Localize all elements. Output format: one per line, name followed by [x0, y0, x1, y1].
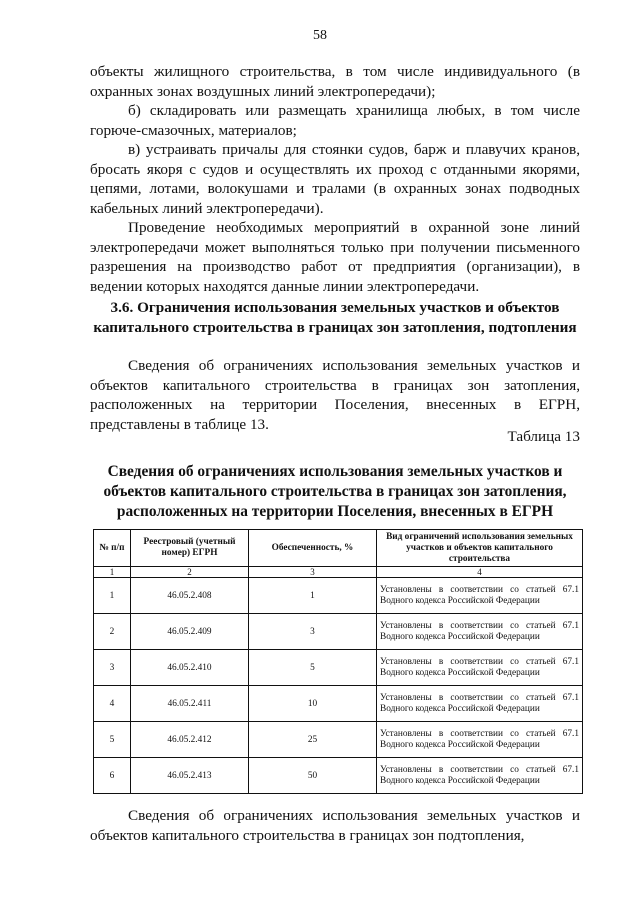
intro-paragraph: Сведения об ограничениях использования земельных участков и объектов капитального строительства в границах зон затопления, расположенных на территории Поселения, внесенных в ЕГРН, представлены в таблице 13.: [90, 357, 580, 433]
cell-restriction: Установлены в соответствии со статьей 67.1 Водного кодекса Российской Федерации: [377, 650, 583, 686]
table-row: [94, 614, 583, 650]
cell-provision: 1: [249, 578, 377, 614]
bottom-paragraph: Сведения об ограничениях использования земельных участков и объектов капитального строительства в границах зон подтопления,: [90, 807, 580, 844]
cell-provision: 25: [249, 722, 377, 758]
paragraph-item-b: б) складировать или размещать хранилища любых, в том числе горюче-смазочных, материалов;: [90, 102, 580, 139]
table-label: Таблица 13: [507, 428, 580, 445]
intro-text: [90, 356, 580, 434]
cell-provision: 5: [249, 650, 377, 686]
table-column-number-row: [94, 567, 583, 578]
body-text-bottom: [90, 806, 580, 845]
header-restriction-type: Вид ограничений использования земельных участков и объектов капитального строительства: [377, 530, 583, 567]
column-number: 4: [377, 567, 583, 578]
cell-registry: 46.05.2.409: [131, 614, 249, 650]
restrictions-table: [93, 529, 583, 794]
cell-registry: 46.05.2.410: [131, 650, 249, 686]
cell-restriction: Установлены в соответствии со статьей 67.1 Водного кодекса Российской Федерации: [377, 614, 583, 650]
table-header-row: [94, 530, 583, 567]
table-caption: Сведения об ограничениях использования земельных участков и объектов капитального строительства в границах зон затопления, расположенных на территории Поселения, внесенных в ЕГРН: [103, 463, 567, 520]
table-row: [94, 650, 583, 686]
cell-provision: 50: [249, 758, 377, 794]
cell-registry: 46.05.2.411: [131, 686, 249, 722]
column-number: 1: [94, 567, 131, 578]
paragraph-continuation: объекты жилищного строительства, в том числе индивидуального (в охранных зонах воздушных линий электропередачи);: [90, 63, 580, 100]
cell-provision: 10: [249, 686, 377, 722]
paragraph-measures: Проведение необходимых мероприятий в охранной зоне линий электропередачи может выполняться только при получении письменного разрешения на производство работ от предприятия (организации), в ведении которых находятся данные линии электропередачи.: [90, 219, 580, 295]
cell-restriction: Установлены в соответствии со статьей 67.1 Водного кодекса Российской Федерации: [377, 686, 583, 722]
section-heading: 3.6. Ограничения использования земельных участков и объектов капитального строительства в границах зон затопления, подтопления: [93, 299, 577, 336]
cell-number: 5: [94, 722, 131, 758]
cell-restriction: Установлены в соответствии со статьей 67.1 Водного кодекса Российской Федерации: [377, 578, 583, 614]
column-number: 3: [249, 567, 377, 578]
table-row: [94, 722, 583, 758]
cell-registry: 46.05.2.412: [131, 722, 249, 758]
column-number: 2: [131, 567, 249, 578]
header-number: № п/п: [94, 530, 131, 567]
body-text-top: [90, 62, 580, 296]
header-registry: Реестровый (учетный номер) ЕГРН: [131, 530, 249, 567]
cell-provision: 3: [249, 614, 377, 650]
paragraph-item-v: в) устраивать причалы для стоянки судов, барж и плавучих кранов, бросать якоря с судов и осуществлять их проход с отданными якорями, цепями, лотами, волокушами и тралами (в охранных зонах подводных кабельных линий электропередачи).: [90, 141, 580, 217]
table-row: [94, 578, 583, 614]
cell-registry: 46.05.2.413: [131, 758, 249, 794]
cell-restriction: Установлены в соответствии со статьей 67.1 Водного кодекса Российской Федерации: [377, 722, 583, 758]
cell-number: 1: [94, 578, 131, 614]
cell-registry: 46.05.2.408: [131, 578, 249, 614]
cell-number: 6: [94, 758, 131, 794]
cell-number: 2: [94, 614, 131, 650]
table-row: [94, 758, 583, 794]
page-number: 58: [313, 28, 327, 43]
table-row: [94, 686, 583, 722]
cell-number: 3: [94, 650, 131, 686]
header-provision: Обеспеченность, %: [249, 530, 377, 567]
cell-restriction: Установлены в соответствии со статьей 67.1 Водного кодекса Российской Федерации: [377, 758, 583, 794]
cell-number: 4: [94, 686, 131, 722]
